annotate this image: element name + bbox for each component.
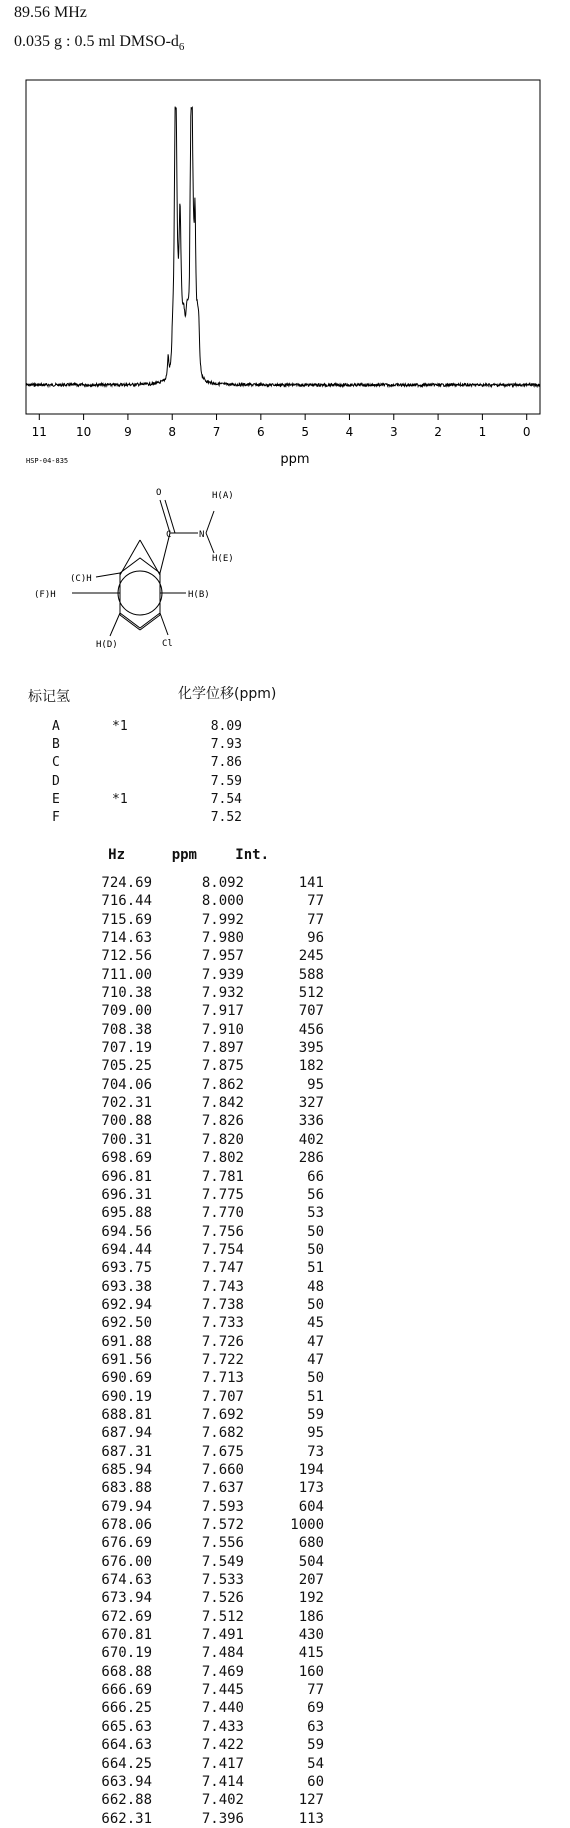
peak-hz: 673.94: [101, 1590, 152, 1607]
peak-int: 173: [298, 1480, 324, 1497]
peak-int: 680: [298, 1535, 324, 1552]
x-axis-ticks: [32, 414, 531, 439]
peak-hz: 716.44: [101, 893, 152, 910]
proton-label: E: [52, 791, 60, 807]
peak-hz: 691.88: [101, 1333, 152, 1350]
bond: [140, 540, 160, 575]
x-tick-label: 9: [124, 425, 132, 439]
peak-row: [80, 1461, 324, 1479]
peak-ppm: 7.572: [201, 1517, 244, 1534]
peak-ppm: 7.692: [201, 1406, 244, 1423]
peak-ppm: 7.775: [201, 1186, 244, 1203]
peak-row: [80, 874, 324, 892]
peak-hz: 693.38: [101, 1278, 152, 1295]
peak-ppm: 7.862: [201, 1076, 244, 1093]
peak-ppm: 7.440: [201, 1700, 244, 1717]
peak-hz: 662.31: [101, 1810, 152, 1827]
peak-ppm: 7.512: [201, 1608, 244, 1625]
peak-int: 50: [307, 1296, 324, 1313]
peak-int: 66: [307, 1168, 324, 1185]
assignment-row: [52, 754, 242, 772]
peak-int: 51: [307, 1260, 324, 1277]
peak-row: [80, 1479, 324, 1497]
peak-row: [80, 1810, 324, 1828]
peak-hz: 702.31: [101, 1095, 152, 1112]
peak-int: 194: [298, 1462, 324, 1478]
peak-int: 48: [307, 1278, 324, 1295]
peak-int: 56: [307, 1186, 324, 1203]
peak-int: 430: [298, 1627, 324, 1644]
peak-hz: 705.25: [101, 1058, 152, 1075]
peak-int: 588: [298, 966, 324, 983]
chlorine-label: Cl: [162, 639, 173, 649]
peak-hz: 670.19: [101, 1645, 152, 1662]
peak-int: 286: [298, 1150, 324, 1167]
peak-row: [80, 1168, 324, 1186]
proton-label: A: [52, 719, 60, 734]
peak-int: 141: [298, 875, 324, 891]
peak-ppm: 7.820: [201, 1131, 244, 1148]
assignment-table: [52, 718, 242, 827]
peak-int: 59: [307, 1737, 324, 1754]
peak-row: [80, 1002, 324, 1020]
peak-hz: 676.69: [101, 1535, 152, 1552]
peak-ppm: 7.910: [201, 1021, 244, 1038]
peak-table-body: [80, 874, 324, 1828]
peak-int: 504: [298, 1553, 324, 1570]
peak-int: 95: [307, 1076, 324, 1093]
peak-hz: 694.56: [101, 1223, 152, 1240]
peak-ppm: 7.396: [201, 1810, 244, 1827]
peak-hz: 672.69: [101, 1608, 152, 1625]
peak-hz: 692.94: [101, 1296, 152, 1313]
peak-row: [80, 1424, 324, 1442]
peak-hz: 690.19: [101, 1388, 152, 1405]
proton-shift: 7.86: [210, 755, 242, 771]
assignment-row: [52, 718, 242, 736]
peak-int: 707: [298, 1003, 324, 1020]
proton-label: F: [52, 809, 60, 825]
peak-hz: 698.69: [101, 1150, 152, 1167]
peak-ppm: 7.469: [201, 1663, 244, 1680]
peak-table-header: [80, 846, 324, 864]
proton-note: [112, 773, 182, 791]
peak-int: 63: [307, 1718, 324, 1735]
peak-ppm: 7.897: [201, 1040, 244, 1057]
peak-int: 1000: [290, 1517, 324, 1534]
peak-hz: 695.88: [101, 1205, 152, 1222]
peak-int: 45: [307, 1315, 324, 1332]
peak-ppm: 7.445: [201, 1682, 244, 1699]
peak-int: 95: [307, 1425, 324, 1442]
assignment-row: [52, 791, 242, 809]
peak-ppm: 7.675: [201, 1443, 244, 1460]
peak-ppm: 7.660: [201, 1462, 244, 1478]
peak-int: 51: [307, 1388, 324, 1405]
peak-int: 186: [298, 1608, 324, 1625]
assignment-row: [52, 773, 242, 791]
peak-row: [80, 1057, 324, 1075]
proton-shift: 7.52: [210, 809, 242, 825]
h-c-label: (C)H: [70, 574, 92, 584]
peak-hz: 692.50: [101, 1315, 152, 1332]
header-ppm: ppm: [171, 847, 197, 863]
peak-ppm: 8.092: [201, 875, 244, 891]
peak-int: 192: [298, 1590, 324, 1607]
bond: [120, 615, 140, 630]
peak-int: 54: [307, 1755, 324, 1772]
proton-label: D: [52, 773, 60, 789]
peak-int: 50: [307, 1223, 324, 1240]
peak-ppm: 7.414: [201, 1773, 244, 1790]
proton-shift: 7.59: [210, 773, 242, 789]
peak-row: [80, 1333, 324, 1351]
peak-int: 336: [298, 1113, 324, 1130]
oxygen-label: O: [156, 488, 162, 498]
peak-hz: 709.00: [101, 1003, 152, 1020]
proton-note: [112, 754, 182, 772]
peak-hz: 693.75: [101, 1260, 152, 1277]
peak-row: [80, 1608, 324, 1626]
peak-row: [80, 1553, 324, 1571]
peak-ppm: 7.726: [201, 1333, 244, 1350]
peak-int: 47: [307, 1333, 324, 1350]
peak-ppm: 7.957: [201, 948, 244, 965]
h-f-label: (F)H: [34, 590, 56, 600]
carbonyl-c-label: C: [166, 530, 172, 540]
x-axis-label: ppm: [280, 452, 310, 467]
peak-int: 77: [307, 893, 324, 910]
peak-row: [80, 1755, 324, 1773]
peak-int: 456: [298, 1021, 324, 1038]
nitrogen-label: N: [199, 530, 205, 540]
peak-hz: 664.25: [101, 1755, 152, 1772]
peak-row: [80, 1681, 324, 1699]
peak-ppm: 7.756: [201, 1223, 244, 1240]
peak-table: [80, 846, 324, 1828]
peak-row: [80, 1406, 324, 1424]
peak-ppm: 7.713: [201, 1370, 244, 1387]
peak-row: [80, 1259, 324, 1277]
peak-hz: 715.69: [101, 911, 152, 928]
peak-int: 160: [298, 1663, 324, 1680]
peak-int: 395: [298, 1040, 324, 1057]
peak-int: 50: [307, 1370, 324, 1387]
peak-int: 207: [298, 1572, 324, 1589]
peak-ppm: 7.422: [201, 1737, 244, 1754]
peak-ppm: 7.593: [201, 1498, 244, 1515]
peak-int: 512: [298, 985, 324, 1002]
peak-row: [80, 1076, 324, 1094]
peak-ppm: 7.980: [201, 930, 244, 947]
peak-hz: 712.56: [101, 948, 152, 965]
peak-hz: 685.94: [101, 1462, 152, 1478]
plot-frame: [26, 80, 540, 414]
x-tick-label: 0: [522, 425, 531, 439]
assignment-row: [52, 809, 242, 827]
peak-hz: 679.94: [101, 1498, 152, 1515]
peak-int: 245: [298, 948, 324, 965]
peak-ppm: 7.533: [201, 1572, 244, 1589]
peak-row: [80, 1278, 324, 1296]
peak-row: [80, 1149, 324, 1167]
peak-int: 113: [298, 1810, 324, 1827]
molecule-structure: [20, 480, 280, 670]
label-column-header: 标记氢: [28, 689, 70, 705]
bond: [110, 613, 120, 636]
peak-ppm: 7.826: [201, 1113, 244, 1130]
proton-shift: 8.09: [210, 719, 242, 734]
nmr-spectrum-chart: [0, 0, 570, 475]
sample-text: 0.035 g : 0.5 ml DMSO-d: [14, 33, 179, 50]
peak-hz: 696.31: [101, 1186, 152, 1203]
peak-hz: 676.00: [101, 1553, 152, 1570]
peak-hz: 668.88: [101, 1663, 152, 1680]
peak-int: 402: [298, 1131, 324, 1148]
peak-row: [80, 1314, 324, 1332]
peak-hz: 663.94: [101, 1773, 152, 1790]
peak-ppm: 7.556: [201, 1535, 244, 1552]
proton-label: C: [52, 755, 60, 771]
peak-row: [80, 1351, 324, 1369]
peak-row: [80, 1644, 324, 1662]
peak-ppm: 7.875: [201, 1058, 244, 1075]
x-tick-label: 11: [31, 425, 47, 439]
peak-row: [80, 1241, 324, 1259]
peak-row: [80, 1534, 324, 1552]
peak-hz: 683.88: [101, 1480, 152, 1497]
peak-hz: 696.81: [101, 1168, 152, 1185]
peak-ppm: 7.781: [201, 1168, 244, 1185]
proton-label: B: [52, 737, 60, 753]
peak-ppm: 7.637: [201, 1480, 244, 1497]
peak-row: [80, 1498, 324, 1516]
peak-row: [80, 929, 324, 947]
peak-hz: 664.63: [101, 1737, 152, 1754]
assignment-row: [52, 736, 242, 754]
x-tick-label: 8: [168, 425, 177, 439]
peak-hz: 700.31: [101, 1131, 152, 1148]
bond: [140, 615, 160, 630]
peak-row: [80, 1296, 324, 1314]
peak-hz: 665.63: [101, 1718, 152, 1735]
h-b-label: H(B): [188, 590, 210, 600]
peak-hz: 674.63: [101, 1572, 152, 1589]
peak-ppm: 7.733: [201, 1315, 244, 1332]
peak-ppm: 7.526: [201, 1590, 244, 1607]
peak-row: [80, 947, 324, 965]
proton-note: [112, 809, 182, 827]
peak-row: [80, 1369, 324, 1387]
bond: [160, 500, 170, 533]
bond: [165, 500, 175, 533]
peak-row: [80, 1791, 324, 1809]
h-a-label: H(A): [212, 491, 234, 501]
peak-row: [80, 1699, 324, 1717]
x-tick-label: 7: [212, 425, 221, 439]
peak-ppm: 8.000: [201, 893, 244, 910]
peak-row: [80, 1571, 324, 1589]
peak-int: 60: [307, 1773, 324, 1790]
peak-hz: 708.38: [101, 1021, 152, 1038]
peak-ppm: 7.484: [201, 1645, 244, 1662]
bond: [96, 573, 120, 577]
peak-row: [80, 1039, 324, 1057]
peak-ppm: 7.747: [201, 1260, 244, 1277]
peak-hz: 690.69: [101, 1370, 152, 1387]
peak-ppm: 7.802: [201, 1150, 244, 1167]
header-int: Int.: [235, 847, 269, 863]
proton-note: *1: [112, 719, 128, 734]
peak-row: [80, 1112, 324, 1130]
peak-ppm: 7.770: [201, 1205, 244, 1222]
peak-hz: 687.94: [101, 1425, 152, 1442]
proton-note: *1: [112, 791, 128, 807]
h-d-label: H(D): [96, 640, 118, 650]
x-tick-label: 3: [389, 425, 398, 439]
peak-ppm: 7.754: [201, 1241, 244, 1258]
peak-row: [80, 1773, 324, 1791]
peak-int: 327: [298, 1095, 324, 1112]
peak-row: [80, 1131, 324, 1149]
peak-ppm: 7.491: [201, 1627, 244, 1644]
header-hz: Hz: [108, 847, 125, 863]
peak-ppm: 7.417: [201, 1755, 244, 1772]
peak-hz: 666.25: [101, 1700, 152, 1717]
peak-row: [80, 1094, 324, 1112]
peak-row: [80, 984, 324, 1002]
peak-ppm: 7.707: [201, 1388, 244, 1405]
bond: [206, 533, 214, 553]
peak-hz: 670.81: [101, 1627, 152, 1644]
peak-row: [80, 1443, 324, 1461]
peak-int: 182: [298, 1058, 324, 1075]
shift-column-header: 化学位移(ppm): [178, 686, 277, 702]
peak-hz: 688.81: [101, 1406, 152, 1423]
peak-ppm: 7.992: [201, 911, 244, 928]
peak-int: 50: [307, 1241, 324, 1258]
bond: [160, 613, 168, 635]
peak-row: [80, 1718, 324, 1736]
peak-row: [80, 1516, 324, 1534]
proton-note: [112, 736, 182, 754]
peak-ppm: 7.743: [201, 1278, 244, 1295]
peak-hz: 687.31: [101, 1443, 152, 1460]
peak-hz: 707.19: [101, 1040, 152, 1057]
bond: [206, 511, 214, 533]
peak-int: 604: [298, 1498, 324, 1515]
spectrum-trace: [26, 107, 540, 387]
peak-hz: 724.69: [101, 875, 152, 891]
peak-ppm: 7.549: [201, 1553, 244, 1570]
peak-row: [80, 1388, 324, 1406]
proton-shift: 7.54: [210, 791, 242, 807]
peak-row: [80, 1663, 324, 1681]
h-e-label: H(E): [212, 554, 234, 564]
peak-int: 77: [307, 911, 324, 928]
x-tick-label: 6: [257, 425, 265, 439]
x-tick-label: 1: [478, 425, 487, 439]
peak-ppm: 7.917: [201, 1003, 244, 1020]
peak-ppm: 7.842: [201, 1095, 244, 1112]
peak-row: [80, 1589, 324, 1607]
peak-hz: 710.38: [101, 985, 152, 1002]
peak-row: [80, 911, 324, 929]
peak-row: [80, 1204, 324, 1222]
peak-hz: 700.88: [101, 1113, 152, 1130]
peak-ppm: 7.433: [201, 1718, 244, 1735]
aromatic-circle: [118, 571, 162, 615]
peak-hz: 711.00: [101, 966, 152, 983]
peak-int: 73: [307, 1443, 324, 1460]
peak-row: [80, 1021, 324, 1039]
peak-hz: 691.56: [101, 1351, 152, 1368]
peak-row: [80, 1626, 324, 1644]
peak-int: 47: [307, 1351, 324, 1368]
spectrum-code: HSP-04-835: [26, 457, 69, 465]
peak-row: [80, 966, 324, 984]
peak-hz: 662.88: [101, 1792, 152, 1809]
peak-ppm: 7.932: [201, 985, 244, 1002]
peak-int: 96: [307, 930, 324, 947]
peak-hz: 704.06: [101, 1076, 152, 1093]
peak-ppm: 7.939: [201, 966, 244, 983]
peak-int: 127: [298, 1792, 324, 1809]
benzene-ring: [120, 558, 160, 628]
peak-ppm: 7.738: [201, 1296, 244, 1313]
bond: [120, 540, 140, 575]
peak-int: 53: [307, 1205, 324, 1222]
peak-hz: 714.63: [101, 930, 152, 947]
proton-shift: 7.93: [210, 737, 242, 753]
peak-ppm: 7.402: [201, 1792, 244, 1809]
peak-int: 69: [307, 1700, 324, 1717]
peak-row: [80, 1736, 324, 1754]
x-tick-label: 2: [434, 425, 442, 439]
peak-ppm: 7.722: [201, 1351, 244, 1368]
peak-ppm: 7.682: [201, 1425, 244, 1442]
x-tick-label: 5: [301, 425, 309, 439]
peak-int: 77: [307, 1682, 324, 1699]
peak-row: [80, 1223, 324, 1241]
peak-hz: 666.69: [101, 1682, 152, 1699]
spectrometer-frequency: 89.56 MHz: [14, 4, 87, 21]
peak-row: [80, 1186, 324, 1204]
peak-int: 415: [298, 1645, 324, 1662]
peak-hz: 694.44: [101, 1241, 152, 1258]
sample-subscript: 6: [178, 41, 185, 54]
x-tick-label: 10: [75, 425, 92, 439]
x-tick-label: 4: [345, 425, 354, 439]
peak-int: 59: [307, 1406, 324, 1423]
peak-row: [80, 892, 324, 910]
peak-hz: 678.06: [101, 1517, 152, 1534]
